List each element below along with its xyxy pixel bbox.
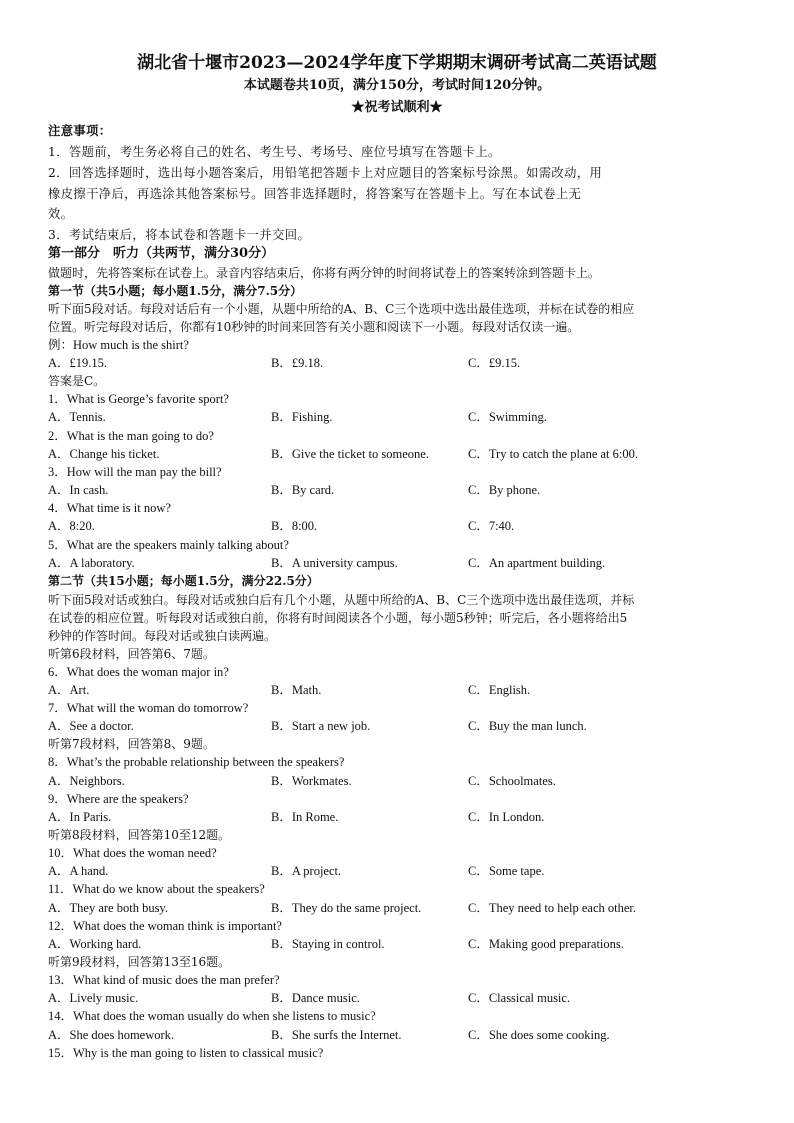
q2-option-c: C．Try to catch the plane at 6:00. [468,447,638,461]
section1-directions: 位置。听完每段对话后，你都有10秒钟的时间来回答有关小题和阅读下一小题。每段对话仅读一遍。 [48,320,580,334]
q8-option-a: A．Neighbors. [48,774,125,788]
material-9-heading: 听第9段材料，回答第13至16题。 [48,955,231,969]
example-option-b: B．£9.18. [271,356,324,370]
q7-option-a: A．See a doctor. [48,719,134,733]
q14-option-a: A．She does homework. [48,1028,175,1042]
question-3: 3．How will the man pay the bill? [48,465,222,479]
question-12: 12．What does the woman think is important? [48,919,282,933]
q9-option-a: A．In Paris. [48,810,112,824]
q14-option-b: B．She surfs the Internet. [271,1028,402,1042]
question-11: 11．What do we know about the speakers? [48,882,265,896]
notice-item: 橡皮擦干净后，再选涂其他答案标号。回答非选择题时，将答案写在答题卡上。写在本试卷上无 [48,187,582,201]
part1-intro: 做题时，先将答案标在试卷上。录音内容结束后，你将有两分钟的时间将试卷上的答案转涂到答题卡上。 [48,266,601,280]
q2-option-b: B．Give the ticket to someone. [271,447,429,461]
section2-directions: 在试卷的相应位置。听每段对话或独白前，你将有时间阅读各个小题，每小题5秒钟；听完后，各小题将给出5 [48,611,628,625]
question-5: 5．What are the speakers mainly talking about? [48,538,289,552]
notice-item: 效。 [48,207,74,221]
section2-directions: 秒钟的作答时间。每段对话或独白读两遍。 [48,629,277,643]
q12-option-b: B．Staying in control. [271,937,385,951]
example-option-a: A．£19.15. [48,356,108,370]
example-question: 例：How much is the shirt? [48,338,189,352]
q11-option-b: B．They do the same project. [271,901,422,915]
q8-option-c: C．Schoolmates. [468,774,556,788]
q5-option-c: C．An apartment building. [468,556,606,570]
q6-option-b: B．Math. [271,683,322,697]
section2-directions: 听下面5段对话或独白。每段对话或独白后有几个小题，从题中所给的A、B、C三个选项中选出最佳选项，并标 [48,593,635,607]
q1-option-a: A．Tennis. [48,410,106,424]
q4-option-a: A．8:20. [48,519,95,533]
q6-option-c: C．English. [468,683,531,697]
q12-option-a: A．Working hard. [48,937,142,951]
q4-option-b: B．8:00. [271,519,318,533]
q1-option-b: B．Fishing. [271,410,333,424]
question-14: 14．What does the woman usually do when she listens to music? [48,1009,376,1023]
exam-title: 湖北省十堰市2023—2024学年度下学期期末调研考试高二英语试题 [137,53,657,73]
q5-option-a: A．A laboratory. [48,556,135,570]
question-9: 9．Where are the speakers? [48,792,189,806]
q10-option-b: B．A project. [271,864,342,878]
q10-option-c: C．Some tape. [468,864,545,878]
notice-item: 3．考试结束后，将本试卷和答题卡一并交回。 [48,228,311,242]
q10-option-a: A．A hand. [48,864,109,878]
question-2: 2．What is the man going to do? [48,429,214,443]
q1-option-c: C．Swimming. [468,410,547,424]
q9-option-c: C．In London. [468,810,545,824]
section1-directions: 听下面5段对话。每段对话后有一个小题，从题中所给的A、B、C三个选项中选出最佳选项，并标在试卷的相应 [48,302,635,316]
q8-option-b: B．Workmates. [271,774,352,788]
question-13: 13．What kind of music does the man prefer? [48,973,280,987]
part1-heading: 第一部分 听力（共两节，满分30分） [48,246,275,261]
q2-option-a: A．Change his ticket. [48,447,160,461]
q14-option-c: C．She does some cooking. [468,1028,610,1042]
material-8-heading: 听第8段材料，回答第10至12题。 [48,828,231,842]
question-4: 4．What time is it now? [48,501,171,515]
q9-option-b: B．In Rome. [271,810,339,824]
q4-option-c: C．7:40. [468,519,515,533]
material-7-heading: 听第7段材料，回答第8、9题。 [48,737,215,751]
q5-option-b: B．A university campus. [271,556,398,570]
exam-subtitle: 本试题卷共10页，满分150分，考试时间120分钟。 [243,78,551,93]
material-6-heading: 听第6段材料，回答第6、7题。 [48,647,215,661]
question-6: 6．What does the woman major in? [48,665,229,679]
example-answer: 答案是C。 [48,374,106,388]
exam-wish: ★祝考试顺利★ [351,100,443,115]
question-15: 15．Why is the man going to listen to classical music? [48,1046,324,1060]
section1-heading: 第一节（共5小题；每小题1.5分，满分7.5分） [48,284,303,298]
notice-item: 2．回答选择题时，选出每小题答案后，用铅笔把答题卡上对应题目的答案标号涂黑。如需改动，用 [48,166,603,180]
q7-option-c: C．Buy the man lunch. [468,719,587,733]
q3-option-c: C．By phone. [468,483,541,497]
notice-heading: 注意事项： [48,123,112,138]
q11-option-c: C．They need to help each other. [468,901,636,915]
q6-option-a: A．Art. [48,683,90,697]
q13-option-b: B．Dance music. [271,991,360,1005]
q13-option-c: C．Classical music. [468,991,571,1005]
question-10: 10．What does the woman need? [48,846,217,860]
example-option-c: C．£9.15. [468,356,521,370]
q3-option-a: A．In cash. [48,483,109,497]
q13-option-a: A．Lively music. [48,991,139,1005]
q7-option-b: B．Start a new job. [271,719,371,733]
q11-option-a: A．They are both busy. [48,901,168,915]
section2-heading: 第二节（共15小题；每小题1.5分，满分22.5分） [48,574,319,588]
q12-option-c: C．Making good preparations. [468,937,624,951]
question-1: 1．What is George’s favorite sport? [48,392,229,406]
question-7: 7．What will the woman do tomorrow? [48,701,249,715]
question-8: 8．What’s the probable relationship between the speakers? [48,755,345,769]
q3-option-b: B．By card. [271,483,335,497]
notice-item: 1．答题前，考生务必将自己的姓名、考生号、考场号、座位号填写在答题卡上。 [48,145,501,159]
